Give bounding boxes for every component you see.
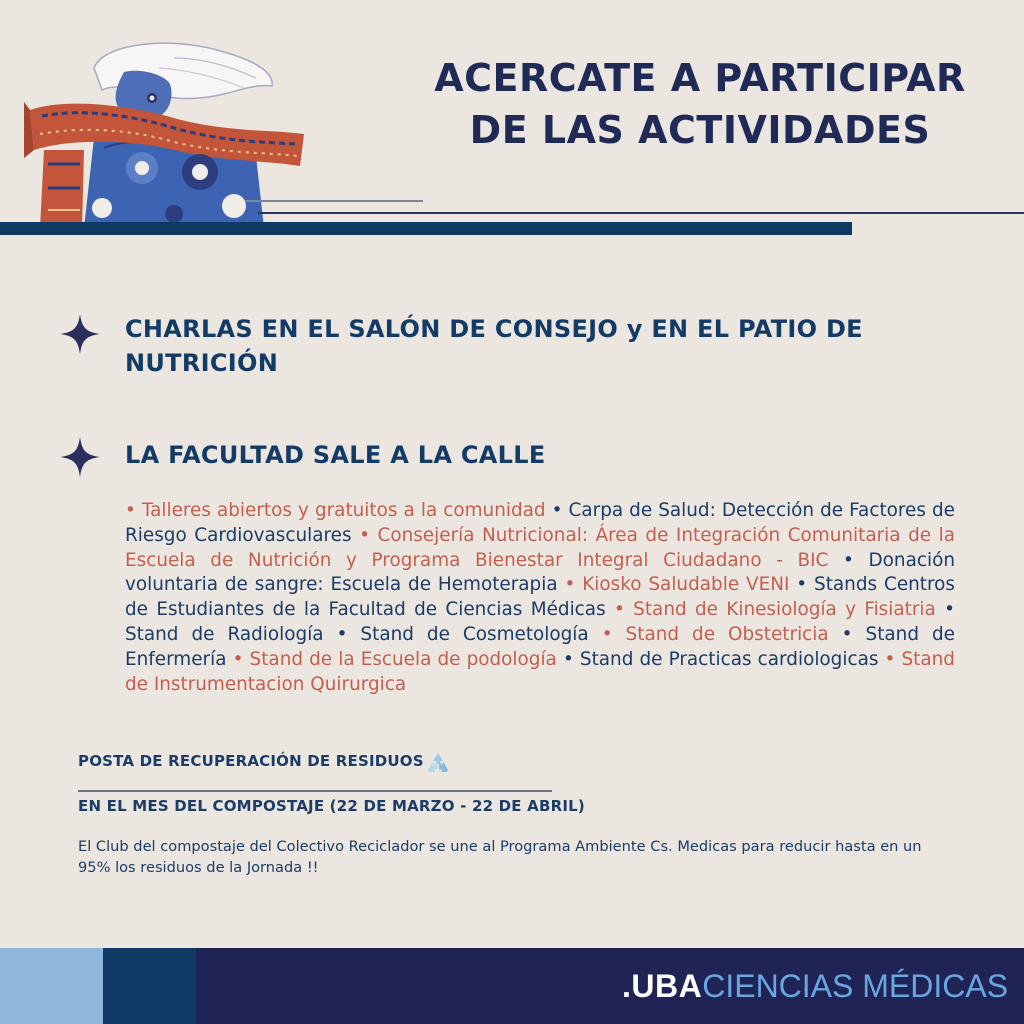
activities-list	[125, 499, 955, 697]
compostaje-subtitle: EN EL MES DEL COMPOSTAJE (22 DE MARZO - 22 DE ABRIL)	[78, 797, 585, 815]
section-heading-facultad: LA FACULTAD SALE A LA CALLE	[125, 441, 546, 469]
activity-item: • Stand de Obstetricia	[588, 623, 829, 645]
activity-item: • Talleres abiertos y gratuitos a la comunidad	[125, 500, 552, 521]
page-title	[420, 52, 980, 156]
sparkle-star-icon	[58, 435, 102, 479]
activity-item: • Stand de Instrumentacion Quirurgica	[125, 648, 955, 695]
compostaje-description: El Club del compostaje del Colectivo Reciclador se une al Programa Ambiente Cs. Medicas para reducir hasta en un 95% los residuos de la Jornada !!	[78, 838, 922, 876]
activity-item: • Stand de Radiología	[125, 599, 955, 645]
posta-divider	[78, 790, 552, 792]
uba-logo	[622, 968, 1008, 1004]
activity-item: • Stand de Practicas cardiologicas	[562, 648, 879, 670]
section-heading-charlas: CHARLAS EN EL SALÓN DE CONSEJO y EN EL PATIO DE NUTRICIÓN	[125, 315, 863, 377]
posta-title: POSTA DE RECUPERACIÓN DE RESIDUOS	[78, 752, 424, 770]
activity-item: • Kiosko Saludable VENI	[557, 574, 797, 596]
activity-item: • Stand de Cosmetología	[323, 623, 589, 645]
activity-item: • Stands Centros de Estudiantes de la Facultad de Ciencias Médicas	[125, 574, 955, 621]
activity-item: • Carpa de Salud: Detección de Factores de Riesgo Cardiovasculares	[125, 500, 955, 546]
footer-light-block	[0, 948, 103, 1024]
activity-item: • Donación voluntaria de sangre: Escuela de Hemoterapia	[125, 549, 955, 596]
header-divider-bar	[0, 222, 852, 235]
sparkle-star-icon	[58, 312, 102, 356]
activity-item: • Stand de Kinesiología y Fisiatria	[605, 599, 936, 621]
title-line-2: DE LAS ACTIVIDADES	[469, 108, 931, 152]
recycle-icon	[424, 750, 452, 778]
logo-uba-text: .UBA	[622, 968, 703, 1004]
logo-ciencias-medicas-text: CIENCIAS MÉDICAS	[702, 968, 1009, 1004]
activity-item: • Consejería Nutricional: Área de Integración Comunitaria de la Escuela de Nutrición y Programa Bienestar Integral Ciudadano - BIC	[125, 524, 955, 571]
footer-dark-block	[103, 948, 196, 1024]
decorative-divider-long	[258, 212, 1024, 214]
title-line-1: ACERCATE A PARTICIPAR	[434, 56, 966, 100]
activity-item: • Stand de la Escuela de podología	[226, 648, 563, 670]
activity-item: • Stand de Enfermería	[125, 623, 956, 670]
decorative-divider-short	[245, 200, 423, 202]
